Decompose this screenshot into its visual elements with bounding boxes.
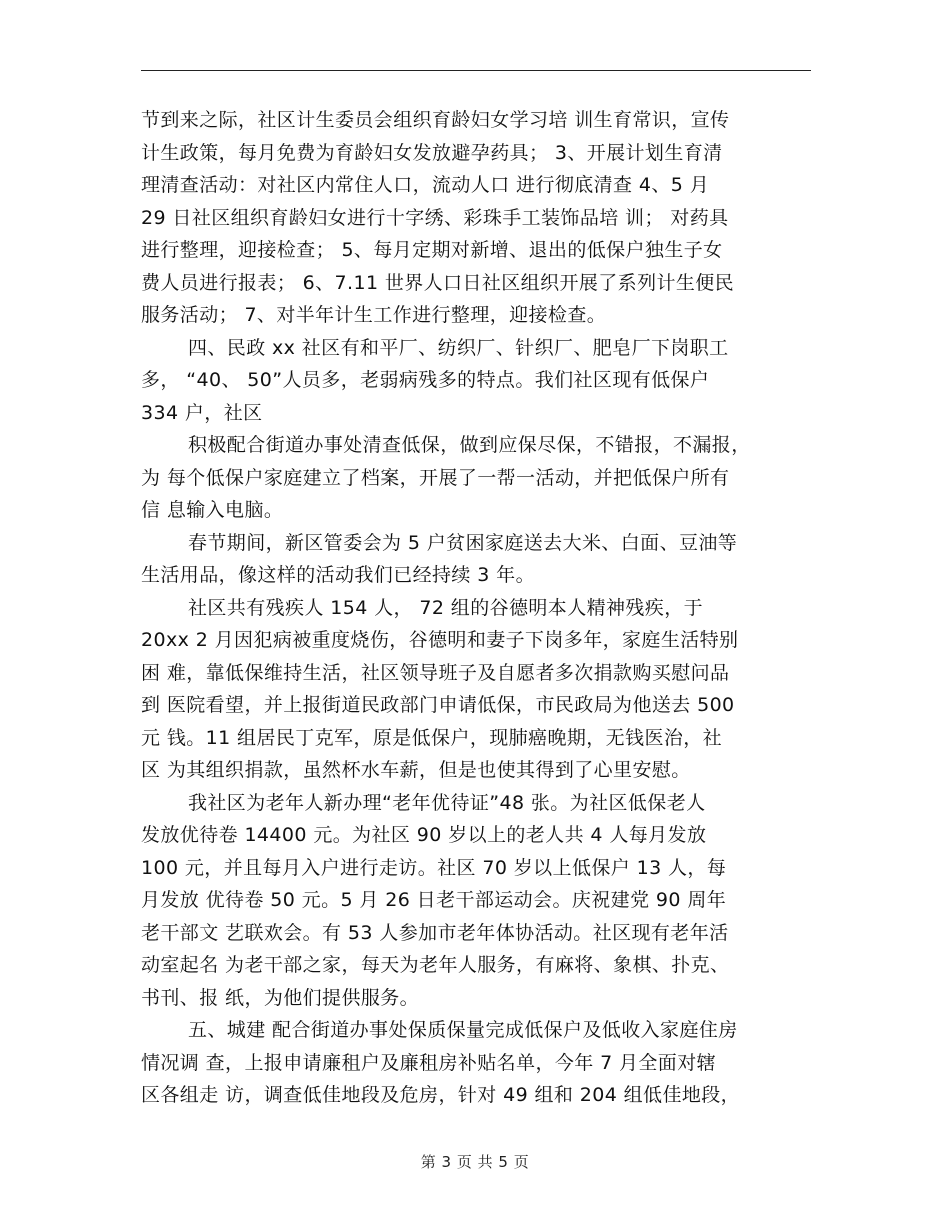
- text-line: 334 户，社区: [141, 401, 263, 424]
- text-line: 信 息输入电脑。: [141, 499, 284, 521]
- document-body: [141, 104, 813, 1112]
- text-line: 进行整理，迎接检查； 5、每月定期对新增、退出的低保户独生子女: [141, 239, 723, 261]
- text-line: 费人员进行报表； 6、7.11 世界人口日社区组织开展了系列计生便民: [141, 271, 735, 294]
- text-line: 生活用品，像这样的活动我们已经持续 3 年。: [141, 564, 535, 586]
- text-line: 我社区为老年人新办理“老年优待证”48 张。为社区低保老人: [188, 791, 706, 814]
- text-line: 四、民政 xx 社区有和平厂、纺织厂、针织厂、肥皂厂下岗职工: [188, 336, 729, 359]
- text-line: 春节期间，新区管委会为 5 户贫困家庭送去大米、白面、豆油等: [188, 531, 738, 554]
- text-line: 节到来之际，社区计生委员会组织育龄妇女学习培 训生育常识，宣传: [141, 109, 730, 131]
- text-line: 为 每个低保户家庭建立了档案，开展了一帮一活动，并把低保户所有: [141, 466, 730, 489]
- text-line: 服务活动； 7、对半年计生工作进行整理，迎接检查。: [141, 304, 607, 326]
- text-line: 100 元，并且每月入户进行走访。社区 70 岁以上低保户 13 人，每: [141, 856, 727, 879]
- text-line: 困 难，靠低保维持生活，社区领导班子及自愿者多次捐款购买慰问品: [141, 661, 730, 684]
- text-line: 月发放 优待卷 50 元。5 月 26 日老干部运动会。庆祝建党 90 周年: [141, 889, 727, 911]
- text-line: 发放优待卷 14400 元。为社区 90 岁以上的老人共 4 人每月发放: [141, 824, 707, 846]
- text-line: 到 医院看望，并上报街道民政部门申请低保，市民政局为他送去 500: [141, 694, 735, 716]
- text-line: 情况调 查，上报申请廉租户及廉租房补贴名单，今年 7 月全面对辖: [141, 1051, 717, 1074]
- text-line: 理清查活动：对社区内常住人口，流动人口 进行彻底清查 4、5 月: [141, 174, 710, 196]
- text-line: 区 为其组织捐款，虽然杯水车薪，但是也使其得到了心里安慰。: [141, 759, 691, 781]
- text-line: 多， “40、 50”人员多，老弱病残多的特点。我们社区现有低保户: [141, 369, 710, 391]
- text-line: 元 钱。11 组居民丁克军，原是低保户，现肺癌晚期，无钱医治，社: [141, 726, 723, 749]
- page-number: 第 3 页 共 5 页: [420, 1153, 530, 1171]
- header-rule: [141, 70, 811, 71]
- text-line: 29 日社区组织育龄妇女进行十字绣、彩珠手工装饰品培 训； 对药具: [141, 206, 729, 229]
- text-line: 积极配合街道办事处清查低保，做到应保尽保，不错报，不漏报，: [188, 434, 751, 456]
- text-line: 五、城建 配合街道办事处保质保量完成低保户及低收入家庭住房: [188, 1019, 738, 1041]
- text-line: 书刊、报 纸，为他们提供服务。: [141, 986, 420, 1009]
- text-line: 老干部文 艺联欢会。有 53 人参加市老年体协活动。社区现有老年活: [141, 921, 729, 944]
- text-line: 区各组走 访，调查低佳地段及危房，针对 49 组和 204 组低佳地段，: [141, 1084, 741, 1106]
- text-line: 社区共有残疾人 154 人， 72 组的谷德明本人精神残疾，于: [188, 596, 704, 619]
- text-line: 动室起名 为老干部之家，每天为老年人服务，有麻将、象棋、扑克、: [141, 954, 730, 976]
- text-line: 20xx 2 月因犯病被重度烧伤，谷德明和妻子下岗多年，家庭生活特别: [141, 629, 739, 651]
- text-line: 计生政策，每月免费为育龄妇女发放避孕药具； 3、开展计划生育清: [141, 141, 723, 164]
